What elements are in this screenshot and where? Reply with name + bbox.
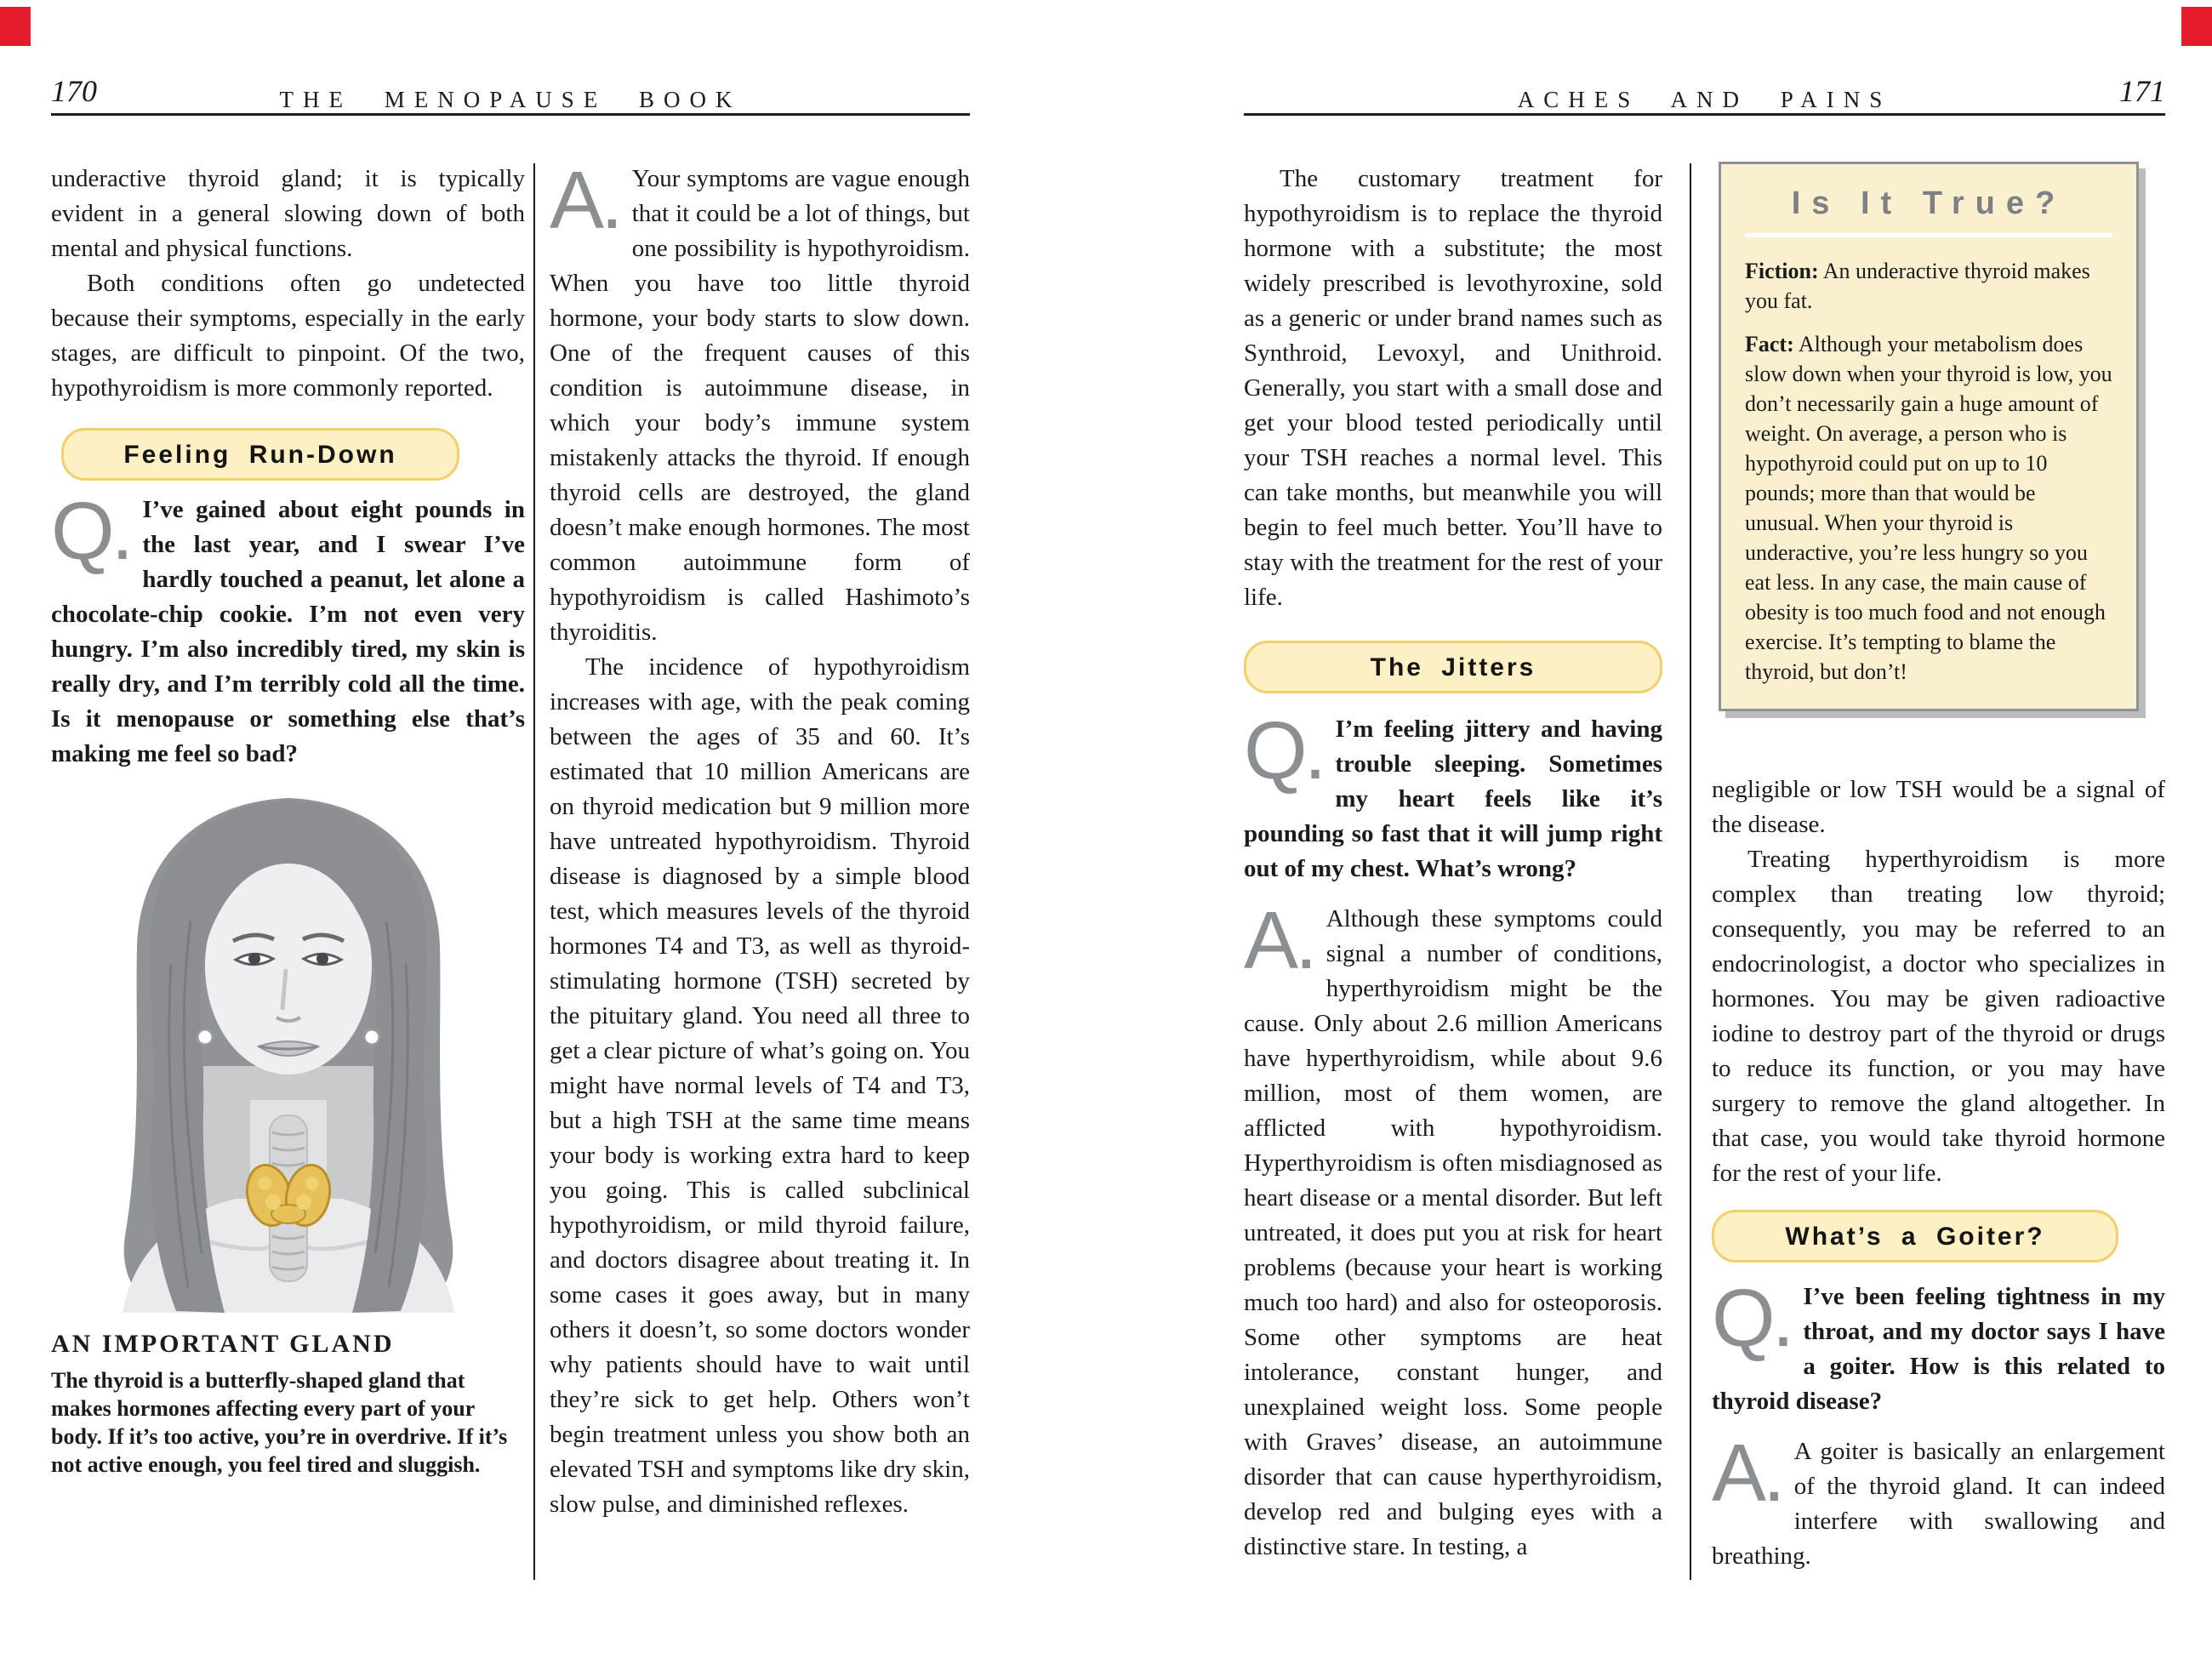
paragraph: The incidence of hypothyroidism increases with age, with the peak coming between the ages of 35 and 60. It’s estimated that 10 million Americans are on thyroid medication but 9 million more have untreated hypothyroidism. Thyroid disease is diagnosed by a simple blood test, which measures levels of the thyroid hormones T4 and T3, as well as thyroid-stimulating hormone (TSH) secreted by the pituitary gland. You need all three to get a clear picture of what’s going on. You might have normal levels of T4 and T3, but a high TSH at the same time means your body is working extra hard to keep you going. This is called subclinical hypothyroidism, or mild thyroid failure, and doctors disagree about treating it. In some cases it goes away, but in many others it doesn’t, so some doctors wonder why patients should have to wait until they’re sick to get help. Others won’t begin treatment unless you show both an elevated TSH and symptoms like dry skin, slow pulse, and diminished reflexes.	[550, 653, 970, 1518]
paragraph: underactive thyroid gland; it is typically evident in a general slowing down of both mental and physical functions.	[51, 165, 525, 262]
paragraph: Both conditions often go undetected because their symptoms, especially in the early stages, are difficult to pinpoint. Of the two, hypothyroidism is more commonly reported.	[51, 270, 525, 402]
question-text: I’ve been feeling tightness in my throat, and my doctor says I have a goiter. How is this related to thyroid disease?	[1712, 1283, 2165, 1415]
page-170-column-2	[550, 155, 970, 1522]
answer-text: Although these symptoms could signal a number of conditions, hyperthyroidism might be the cause. Only about 2.6 million Americans have hyperthyroidism, while about 9.6 million, most of them women, are afflicted with hypothyroidism. Hyperthyroidism is often misdiagnosed as heart disease or a mental disorder. But left untreated, it does put you at risk for heart problems (because your heart is working much too hard) and also for osteoporosis. Some other symptoms are heat intolerance, constant hunger, and unexplained weight loss. Some people with Graves’ disease, an autoimmune disorder that can cause hyperthyroidism, develop red and bulging eyes with a distinctive stare. In testing, a	[1244, 905, 1662, 1560]
question-marker: Q.	[1712, 1273, 1792, 1364]
fiction-paragraph	[1745, 256, 2112, 316]
section-heading-the-jitters: The Jitters	[1244, 641, 1662, 693]
fact-text: Although your metabolism does slow down when your thyroid is low, you don’t necessarily gain a huge amount of weight. On average, a person who is hypothyroid could put on up to 10 pounds; more than that would be unusual. When your thyroid is underactive, you’re less hungry so you eat less. In any case, the main cause of obesity is too much food and not enough exercise. It’s tempting to blame the thyroid, but don’t!	[1745, 332, 2112, 684]
question-block	[1244, 705, 1662, 887]
page-171-column-1	[1244, 162, 1662, 1565]
answer-marker: A.	[1244, 895, 1314, 986]
sidebar-rule	[1745, 233, 2112, 237]
question-marker: Q.	[1244, 705, 1324, 796]
red-corner-mark-left	[0, 7, 31, 46]
figure-caption-title: AN IMPORTANT GLAND	[51, 1330, 395, 1358]
paragraph: negligible or low TSH would be a signal of the disease.	[1712, 776, 2165, 838]
header-rule-left	[51, 113, 970, 116]
fact-paragraph	[1745, 329, 2112, 687]
fiction-label: Fiction:	[1745, 259, 1819, 283]
column-divider	[1690, 163, 1691, 1580]
red-corner-mark-right	[2181, 7, 2212, 46]
running-head-right: ACHES AND PAINS	[1517, 87, 1892, 112]
answer-text: Your symptoms are vague enough that it could be a lot of things, but one possibility is hypothyroidism. When you have too little thyroid hormone, your body starts to slow down. One of the frequent causes of this condition is autoimmune disease, in which your body’s immune system mistakenly attacks the thyroid. If enough thyroid cells are destroyed, the gland doesn’t make enough hormones. The most common autoimmune form of hypothyroidism is called Hashimoto’s thyroiditis.	[550, 165, 970, 646]
question-text: I’ve gained about eight pounds in the last year, and I swear I’ve hardly touched a peanut, let alone a chocolate-chip cookie. I’m not even very hungry. I’m also incredibly tired, my skin is really dry, and I’m terribly cold all the time. Is it menopause or something else that’s making me feel so bad?	[51, 496, 525, 767]
fact-label: Fact:	[1745, 332, 1794, 356]
paragraph: The customary treatment for hypothyroidism is to replace the thyroid hormone with a substitute; the most widely prescribed is levothyroxine, sold as a generic or under brand names such as Synthroid, Levoxyl, and Unithroid. Generally, you start with a small dose and get your blood tested periodically until your TSH reaches a normal level. This can take months, but meanwhile you will begin to feel much better. You’ll have to stay with the treatment for the rest of your life.	[1244, 165, 1662, 611]
header-rule-right	[1244, 113, 2165, 116]
page-171-column-2	[1712, 162, 2165, 1574]
earring-icon	[197, 1029, 213, 1045]
section-heading-feeling-run-down: Feeling Run-Down	[61, 428, 459, 481]
paragraph: Treating hyperthyroidism is more complex than treating low thyroid; consequently, you may be referred to an endocrinologist, a doctor who specializes in hormones. You may be given radioactive iodine to destroy part of the thyroid or drugs to reduce its function, or you may have surgery to remove the gland altogether. In that case, you would take thyroid hormone for the rest of your life.	[1712, 846, 2165, 1187]
question-text: I’m feeling jittery and having trouble sleeping. Sometimes my heart feels like it’s pounding so fast that it will jump right out of my chest. What’s wrong?	[1244, 715, 1662, 882]
is-it-true-box	[1719, 162, 2139, 711]
question-block	[1712, 1273, 2165, 1419]
answer-block	[1244, 895, 1662, 1565]
fiction-text: An underactive thyroid makes you fat.	[1745, 259, 2090, 313]
page-170-column-1	[51, 162, 525, 1479]
column-divider	[533, 163, 535, 1580]
answer-text: A goiter is basically an enlargement of the thyroid gland. It can indeed interfere with swallowing and breathing.	[1712, 1438, 2165, 1570]
question-block	[51, 486, 525, 772]
section-heading-whats-a-goiter: What’s a Goiter?	[1712, 1210, 2118, 1263]
answer-block	[550, 155, 970, 650]
question-marker: Q.	[51, 486, 131, 577]
answer-marker: A.	[1712, 1428, 1782, 1519]
figure-caption-text: The thyroid is a butterfly-shaped gland that makes hormones affecting every part of your body. If it’s too active, you’re in overdrive. If it’s not active enough, you feel tired and sluggish.	[51, 1368, 508, 1477]
thyroid-illustration	[76, 777, 501, 1313]
running-head-left: THE MENOPAUSE BOOK	[279, 87, 742, 112]
answer-block	[1712, 1428, 2165, 1574]
page-number-left: 170	[51, 74, 97, 108]
earring-icon	[364, 1029, 379, 1045]
sidebar-title: Is It True?	[1791, 185, 2067, 221]
answer-marker: A.	[550, 155, 620, 246]
page-number-right: 171	[2119, 74, 2165, 108]
